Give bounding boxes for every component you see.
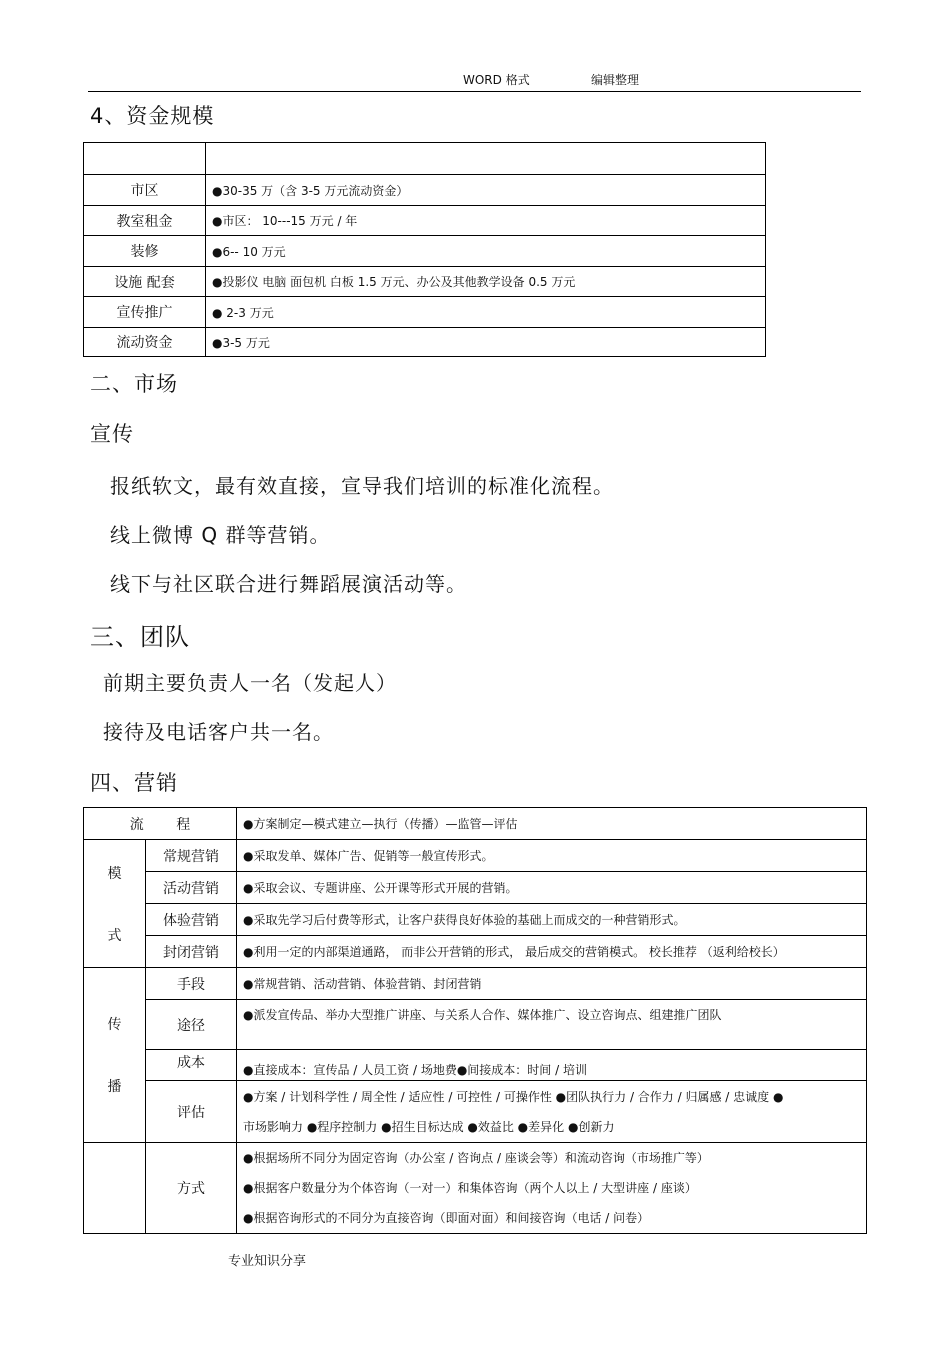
market-line: 线上微博 Q 群等营销。: [110, 523, 331, 547]
mode-value: ●利用一定的内部渠道通路， 而非公开营销的形式， 最后成交的营销模式。 校长推荐 （返利给校长）: [237, 936, 867, 968]
spread-label: 途径: [146, 1000, 237, 1050]
mode-value: ●采取会议、专题讲座、公开课等形式开展的营销。: [237, 872, 867, 904]
spread-group-bottom: 播: [107, 1079, 122, 1095]
marketing-table: [83, 807, 867, 1234]
consult-line: ●根据场所不同分为固定咨询（办公室 / 咨询点 / 座谈会等）和流动咨询（市场推广等）: [243, 1151, 709, 1165]
fund-value: ●30-35 万（含 3-5 万元流动资金）: [206, 175, 766, 206]
table-row: [84, 808, 867, 840]
team-section-title: 三、团队: [90, 623, 190, 651]
table-row: [84, 936, 867, 968]
spread-value: [237, 1081, 867, 1143]
mode-group-top: 模: [107, 865, 122, 882]
consult-label: 方式: [146, 1143, 237, 1234]
page-header: [88, 68, 861, 92]
mode-value: ●采取发单、媒体广告、促销等一般宣传形式。: [237, 840, 867, 872]
fund-value: ● 2-3 万元: [206, 297, 766, 328]
footer-text: 专业知识分享: [228, 1254, 307, 1269]
table-row: [84, 297, 766, 328]
flow-value: ●方案制定—模式建立—执行（传播）—监管—评估: [237, 808, 867, 840]
spread-label: 成本: [146, 1050, 237, 1081]
fund-label: 装修: [84, 236, 206, 267]
fund-label: 宣传推广: [84, 297, 206, 328]
team-line: 前期主要负责人一名（发起人）: [103, 671, 397, 695]
consult-line: ●根据客户数量分为个体咨询（一对一）和集体咨询（两个人以上 / 大型讲座 / 座谈）: [243, 1181, 697, 1195]
team-line: 接待及电话客户共一名。: [103, 720, 334, 744]
consult-line: ●根据咨询形式的不同分为直接咨询（即面对面）和间接咨询（电话 / 问卷）: [243, 1211, 650, 1225]
fund-value: ●投影仪 电脑 面包机 白板 1.5 万元、办公及其他教学设备 0.5 万元: [206, 267, 766, 297]
spread-group-top: 传: [107, 1017, 122, 1033]
fund-section-title: 4、资金规模: [90, 104, 215, 128]
spread-label: 评估: [146, 1081, 237, 1143]
flow-label: 流 程: [84, 808, 237, 840]
table-row: [84, 904, 867, 936]
eval-line: 市场影响力 ●程序控制力 ●招生目标达成 ●效益比 ●差异化 ●创新力: [243, 1119, 615, 1134]
table-row: [84, 1050, 867, 1081]
market-subtitle: 宣传: [90, 422, 134, 446]
sales-section-title: 四、营销: [90, 771, 178, 795]
table-row: [84, 328, 766, 357]
header-edit-label: 编辑整理: [591, 73, 640, 87]
fund-value: ●6-- 10 万元: [206, 236, 766, 267]
mode-label: 活动营销: [146, 872, 237, 904]
fund-value: ●市区： 10---15 万元 / 年: [206, 206, 766, 236]
spread-value: ●派发宣传品、举办大型推广讲座、与关系人合作、媒体推广、设立咨询点、组建推广团队: [237, 1000, 867, 1050]
table-row: [84, 267, 766, 297]
spread-value: ●常规营销、活动营销、体验营销、封闭营销: [237, 968, 867, 1000]
market-line: 报纸软文，最有效直接，宣导我们培训的标准化流程。: [110, 474, 614, 498]
spread-group-cell: [84, 968, 146, 1143]
header-format-label: WORD 格式: [463, 73, 530, 87]
table-row: [84, 1081, 867, 1143]
table-row: [84, 175, 766, 206]
fund-header-cell: [84, 143, 206, 175]
mode-value: ●采取先学习后付费等形式，让客户获得良好体验的基础上而成交的一种营销形式。: [237, 904, 867, 936]
mode-group-cell: [84, 840, 146, 968]
fund-label: 流动资金: [84, 328, 206, 357]
fund-header-cell: [206, 143, 766, 175]
mode-label: 封闭营销: [146, 936, 237, 968]
fund-label: 市区: [84, 175, 206, 206]
market-line: 线下与社区联合进行舞蹈展演活动等。: [110, 572, 467, 596]
consult-group-cell: [84, 1143, 146, 1234]
table-row: [84, 840, 867, 872]
consult-value: [237, 1143, 867, 1234]
spread-value: ●直接成本：宣传品 / 人员工资 / 场地费●间接成本：时间 / 培训: [237, 1050, 867, 1081]
fund-label: 设施 配套: [84, 267, 206, 297]
table-row: [84, 206, 766, 236]
table-row: [84, 1143, 867, 1234]
table-row: [84, 968, 867, 1000]
table-row: [84, 872, 867, 904]
mode-group-bottom: 式: [107, 927, 122, 944]
table-row: [84, 1000, 867, 1050]
fund-table-header-row: [84, 143, 766, 175]
table-row: [84, 236, 766, 267]
market-section-title: 二、市场: [90, 372, 178, 396]
fund-label: 教室租金: [84, 206, 206, 236]
fund-table: [83, 142, 766, 357]
spread-label: 手段: [146, 968, 237, 1000]
eval-line: ●方案 / 计划科学性 / 周全性 / 适应性 / 可控性 / 可操作性 ●团队执行力 / 合作力 / 归属感 / 忠诚度 ●: [243, 1089, 784, 1104]
mode-label: 常规营销: [146, 840, 237, 872]
mode-label: 体验营销: [146, 904, 237, 936]
fund-value: ●3-5 万元: [206, 328, 766, 357]
